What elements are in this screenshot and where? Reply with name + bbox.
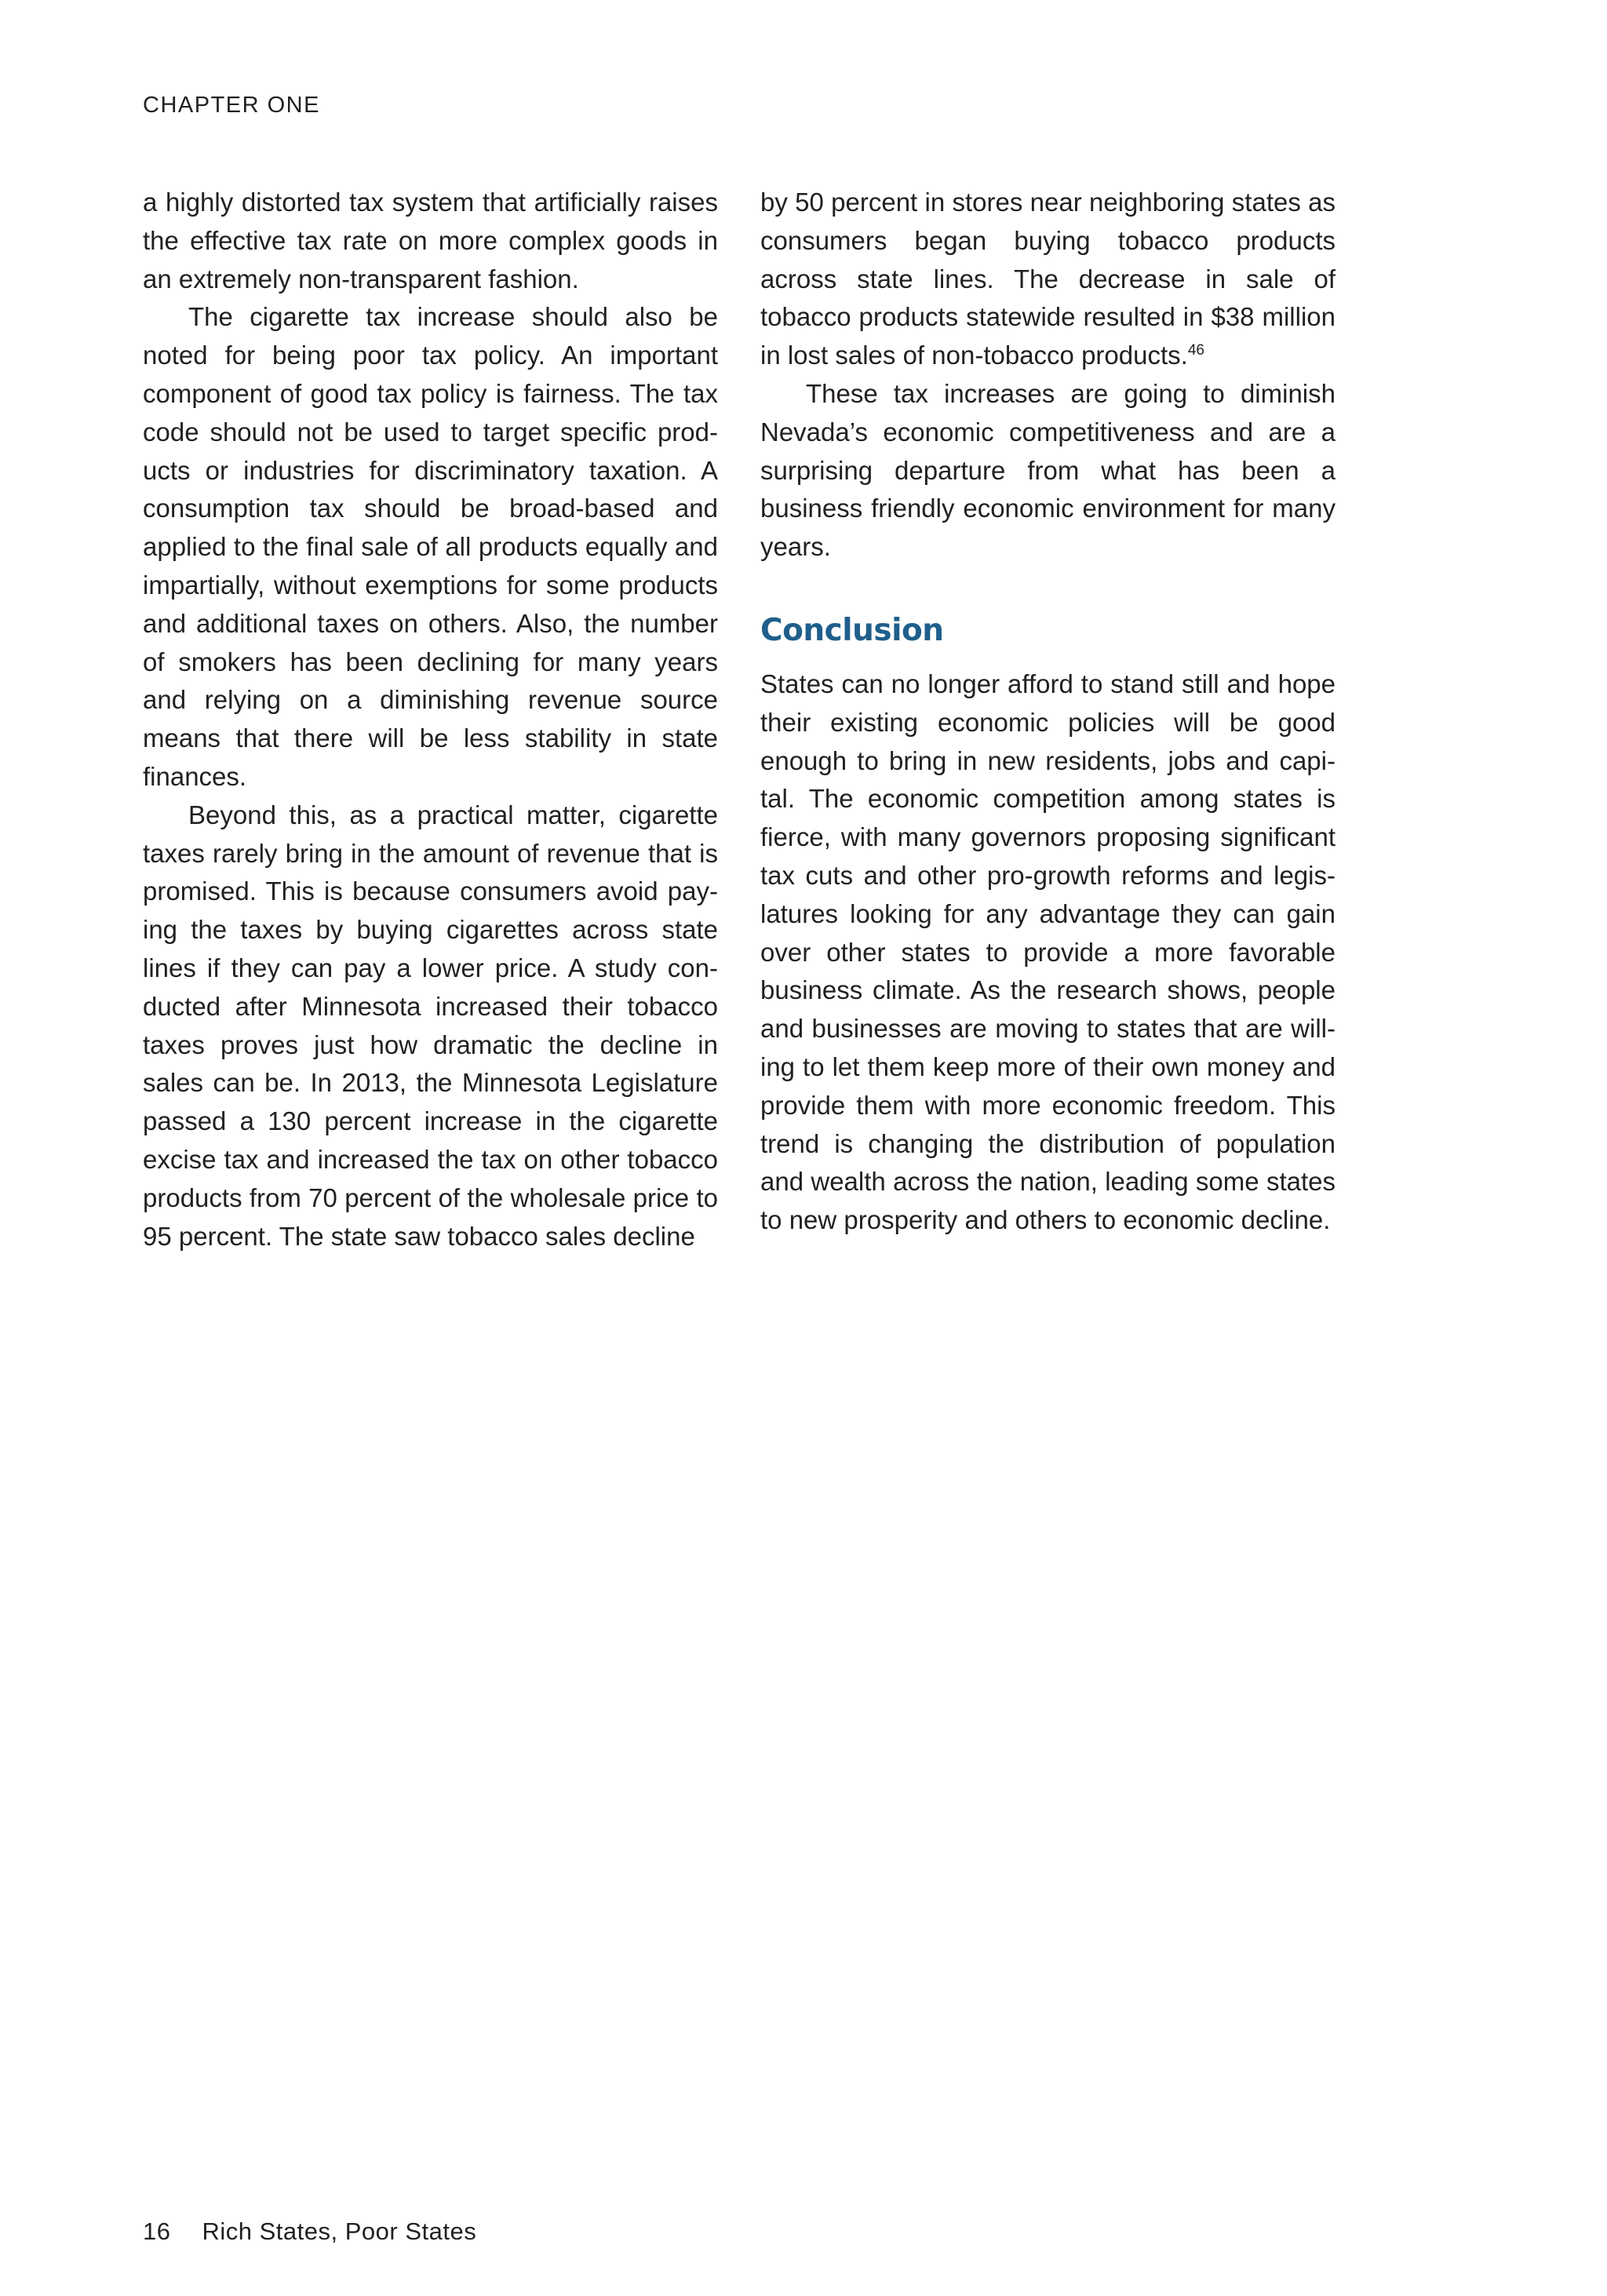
paragraph: Beyond this, as a practical matter, cigarette taxes rarely bring in the amount of revenue that is promised. This is because consumers avoid paying the taxes by buying cigarettes across state lines if they can pay a lower price. A study conducted after Minnesota increased their tobacco taxes proves just how dramatic the decline in sales can be. In 2013, the Minnesota Legislature passed a 130 percent increase in the cigarette excise tax and increased the tax on other tobacco products from 70 percent of the wholesale price to 95 percent. The state saw tobacco sales decline [143,800,718,1251]
right-column [760,184,1336,1240]
page-number: 16 [143,2218,171,2245]
footnote-reference: 46 [1187,342,1204,359]
paragraph [760,184,1336,375]
running-header [143,93,320,118]
publication-title: Rich States, Poor States [202,2218,477,2245]
left-column [143,184,718,1256]
paragraph-text: by 50 percent in stores near neighboring states as consumers began buying tobacco products across state lines. The decrease in sale of tobacco products statewide resulted in $38 million in lost sales of non-tobacco products. [760,188,1336,370]
paragraph: These tax increases are going to diminish Nevada’s economic competitiveness and are a surprising departure from what has been a business friendly economic environment for many years. [760,378,1336,562]
paragraph: The cigarette tax increase should also be noted for being poor tax policy. An important component of good tax policy is fairness. The tax code should not be used to target specific products or industries for discriminatory taxation. A consumption tax should be broad-based and applied to the final sale of all products equally and impartially, without exemptions for some products and additional taxes on others. Also, the number of smokers has been declining for many years and relying on a diminishing revenue source means that there will be less stability in state finances. [143,302,718,791]
chapter-label: CHAPTER ONE [143,93,320,118]
paragraph: a highly distorted tax system that artificially raises the effective tax rate on more complex goods in an extremely non-transparent fashion. [143,188,718,293]
paragraph: States can no longer afford to stand still and hope their existing economic policies will be good enough to bring in new residents, jobs and capital. The economic competition among states is fierce, with many governors proposing significant tax cuts and other pro-growth reforms and legislatures looking for any advantage they can gain over other states to provide a more favorable business climate. As the research shows, people and businesses are moving to states that are willing to let them keep more of their own money and provide them with more economic freedom. This trend is changing the distribution of population and wealth across the nation, leading some states to new prosperity and others to economic decline. [760,669,1336,1235]
section-heading: Conclusion [760,612,944,648]
page-footer [143,2218,476,2246]
